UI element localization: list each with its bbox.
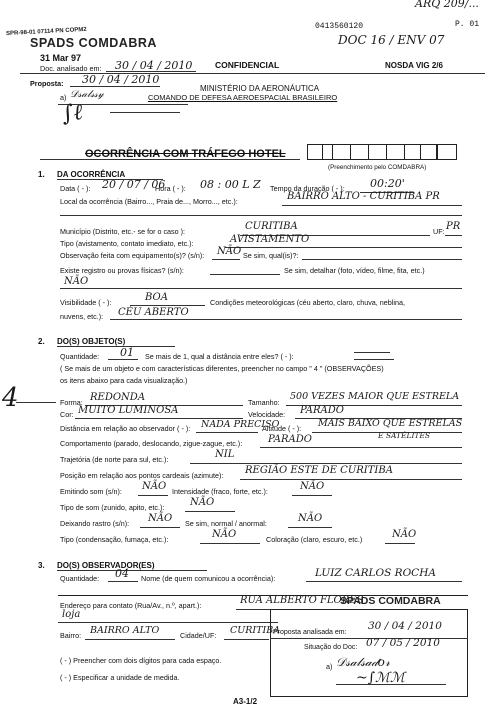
forma-label: Forma: [60, 398, 83, 407]
posicao-label: Posição em relação aos pontos cardeais (azimute): [60, 471, 224, 480]
emitindo-som-label: Emitindo som (s/n): [60, 487, 122, 496]
sig-prefix-a: a) [60, 93, 67, 102]
altitude-value: MAIS BAIXO QUE ESTRELAS [318, 418, 463, 429]
top-scribble: ARQ 209/... [415, 0, 479, 10]
qtd-objetos-label: Quantidade: [60, 352, 100, 361]
section2-title: DO(S) OBJETO(S) [57, 337, 126, 346]
footer-sig-prefix: a) [326, 662, 333, 671]
qtd-observadores-value: 04 [115, 567, 129, 580]
comdabra-fill-box [307, 144, 437, 160]
comdabra-caption: (Preenchimento pelo COMDABRA) [328, 164, 427, 171]
condicoes-label: Condições meteorológicas (céu aberto, claro, chuva, neblina, [210, 298, 405, 307]
registro-detalhe-label: Se sim, detalhar (foto, vídeo, filme, fita, etc.) [284, 266, 425, 275]
posicao-value: REGIÃO ESTE DE CURITIBA [245, 465, 393, 476]
large-signature-scrawl: ∫ℓ [60, 99, 84, 128]
comando-label: COMANDO DE DEFESA AEROESPACIAL BRASILEIRO [148, 93, 338, 102]
page-ref: P. 01 [455, 20, 480, 29]
condicoes-label-2: nuvens, etc.): [60, 312, 104, 321]
municipio-label: Município (Distrito, etc.- se for o caso ): [60, 227, 186, 236]
tipo-som-value: NÃO [190, 497, 215, 508]
proposta-analisada-value: 30 / 04 / 2010 [368, 620, 442, 632]
forma-value: REDONDA [90, 392, 146, 403]
footer-signature: 𝒟𝓈𝒶𝓁𝓈𝒶𝒹𝑜𝓇 [336, 655, 390, 669]
stamp-spads-comdabra: SPADS COMDABRA [30, 36, 157, 50]
situacao-doc-label: Situação do Doc: [304, 644, 358, 651]
local-value: BAIRRO ALTO - CURITIBA PR [287, 191, 440, 202]
footnote-1: ( - ) Preencher com dois dígitos para cada espaço. [60, 656, 222, 665]
rastro-value: NÃO [148, 513, 173, 524]
emitindo-som-value: NÃO [142, 481, 167, 492]
doc-analisado-value: 30 / 04 / 2010 [115, 59, 193, 72]
tipo-rastro-label: Tipo (condensação, fumaça, etc.): [60, 535, 169, 544]
coloracao-label: Coloração (claro, escuro, etc.) [266, 535, 363, 544]
registro-value: NÃO [64, 276, 89, 287]
altitude-value-2: E SATÉLITES [378, 431, 431, 440]
tipo-som-label: Tipo de som (zunido, apito, etc.): [60, 503, 165, 512]
doc-env-handwritten: DOC 16 / ENV 07 [338, 33, 445, 47]
data-label: Data ( - ): [60, 184, 91, 193]
cor-label: Cor: [60, 410, 74, 419]
altitude-label: Altitude ( - ): [262, 424, 302, 433]
duracao-label: Tempo da duração ( - ): [270, 184, 345, 193]
endereco-value-2: loja [62, 609, 81, 620]
proposta-analisada-label: Proposta analisada em: [273, 629, 347, 636]
qtd-observadores-label: Quantidade: [60, 574, 100, 583]
obs-value: NÃO [217, 246, 242, 257]
rastro-sim-label: Se sim, normal / anormal: [185, 519, 267, 528]
velocidade-value: PARADO [300, 405, 344, 416]
uf-value: PR [446, 221, 461, 232]
duracao-value: 00:20' [370, 177, 405, 190]
tamanho-value: 500 VEZES MAIOR QUE ESTRELA [290, 391, 460, 402]
cidade-label: Cidade/UF: [180, 631, 217, 640]
doc-number: 0413560120 [315, 22, 364, 31]
rastro-sim-value: NÃO [298, 513, 323, 524]
section2-number: 2. [38, 337, 45, 346]
uf-label: UF: [433, 227, 445, 236]
date-stamp: 31 Mar 97 [40, 53, 82, 63]
intensidade-label: Intensidade (fraco, forte, etc.): [172, 487, 268, 496]
comdabra-extra-box [437, 144, 457, 160]
tamanho-label: Tamanho: [248, 398, 280, 407]
municipio-value: CURITIBA [245, 221, 298, 232]
visibilidade-value: BOA [145, 292, 168, 303]
obs-qual-label: Se sim, qual(is)?: [243, 251, 299, 260]
hora-value: 08 : 00 L Z [200, 178, 261, 191]
nosda-label: NOSDA VIG 2/6 [385, 61, 443, 70]
obs-label: Observação feita com equipamento(s)? (s/n): [60, 251, 205, 260]
local-label: Local da ocorrência (Bairro..., Praia de..., Morro..., etc.): [60, 197, 238, 206]
rastro-label: Deixando rastro (s/n): [60, 519, 130, 528]
page-id: A3-1/2 [233, 697, 258, 706]
cor-value: MUITO LUMINOSA [78, 405, 179, 416]
bairro-value: BAIRRO ALTO [90, 625, 160, 636]
endereco-value: RUA ALBERTO FLORES [240, 595, 364, 606]
proposta-value: 30 / 04 / 2010 [82, 73, 160, 86]
stamp-receipt-code: SPR-98-01 07114 PN COPM2 [5, 26, 87, 38]
footer-stamp-spads: SPADS COMDABRA [340, 595, 441, 607]
proposta-label: Proposta: [30, 79, 64, 88]
section3-title: DO(S) OBSERVADOR(ES) [57, 561, 155, 570]
trajetoria-value: NIL [215, 449, 235, 460]
endereco-label: Endereço para contato (Rua/Av., n.º, apart.): [60, 601, 202, 610]
tipo-value: AVISTAMENTO [230, 234, 310, 245]
data-value: 20 / 07 / 06 [102, 178, 166, 191]
tipo-rastro-value: NÃO [212, 529, 237, 540]
cidade-value: CURITIBA [230, 625, 281, 636]
intensidade-value: NÃO [300, 481, 325, 492]
note-line-2: os itens abaixo para cada visualização.) [60, 376, 188, 385]
distancia-obs-value: NADA PRECISO [201, 419, 280, 430]
section1-number: 1. [38, 170, 45, 179]
situacao-doc-value: 07 / 05 / 2010 [366, 637, 440, 649]
footer-signature-scrawl: ~∫ℳℳ [356, 670, 405, 686]
qtd-objetos-value: 01 [120, 346, 134, 359]
visibilidade-label: Visibilidade ( - ): [60, 298, 112, 307]
nome-label: Nome (de quem comunicou a ocorrência): [141, 574, 276, 583]
condicoes-value: CÉU ABERTO [118, 307, 189, 318]
signature-top: 𝒟𝓈𝒶𝓁𝓈𝓈𝓎 [70, 89, 104, 100]
velocidade-label: Velocidade: [248, 410, 286, 419]
doc-analisado-label: Doc. analisado em: [40, 64, 102, 73]
margin-annotation: 4 [2, 383, 19, 413]
comportamento-value: PARADO [268, 434, 312, 445]
footnote-2: ( - ) Especificar a unidade de medida. [60, 673, 180, 682]
section3-number: 3. [38, 561, 45, 570]
tipo-label: Tipo (avistamento, contato imediato, etc.): [60, 239, 194, 248]
ministerio-label: MINISTÉRIO DA AERONÁUTICA [200, 84, 320, 93]
trajetoria-label: Trajetória (de norte para sul, etc.): [60, 455, 169, 464]
section1-title: DA OCORRÊNCIA [57, 170, 126, 179]
hora-label: Hora ( - ): [155, 184, 186, 193]
confidencial-label: CONFIDENCIAL [215, 60, 280, 70]
nome-value: LUIZ CARLOS ROCHA [315, 567, 436, 579]
form-title: OCORRÊNCIA COM TRÁFEGO HOTEL [85, 148, 286, 160]
coloracao-value: NÃO [392, 529, 417, 540]
registro-label: Existe registro ou provas físicas? (s/n): [60, 266, 184, 275]
distancia-obs-label: Distância em relação ao observador ( - ): [60, 424, 191, 433]
comportamento-label: Comportamento (parado, deslocando, zigue-zague, etc.): [60, 439, 243, 448]
bairro-label: Bairro: [60, 631, 82, 640]
note-line-1: ( Se mais de um objeto e com características diferentes, preencher no campo " 4 " (OBSERVAÇÕES) [60, 364, 384, 373]
distancia-entre-label: Se mais de 1, qual a distância entre eles? ( - ): [145, 352, 294, 361]
